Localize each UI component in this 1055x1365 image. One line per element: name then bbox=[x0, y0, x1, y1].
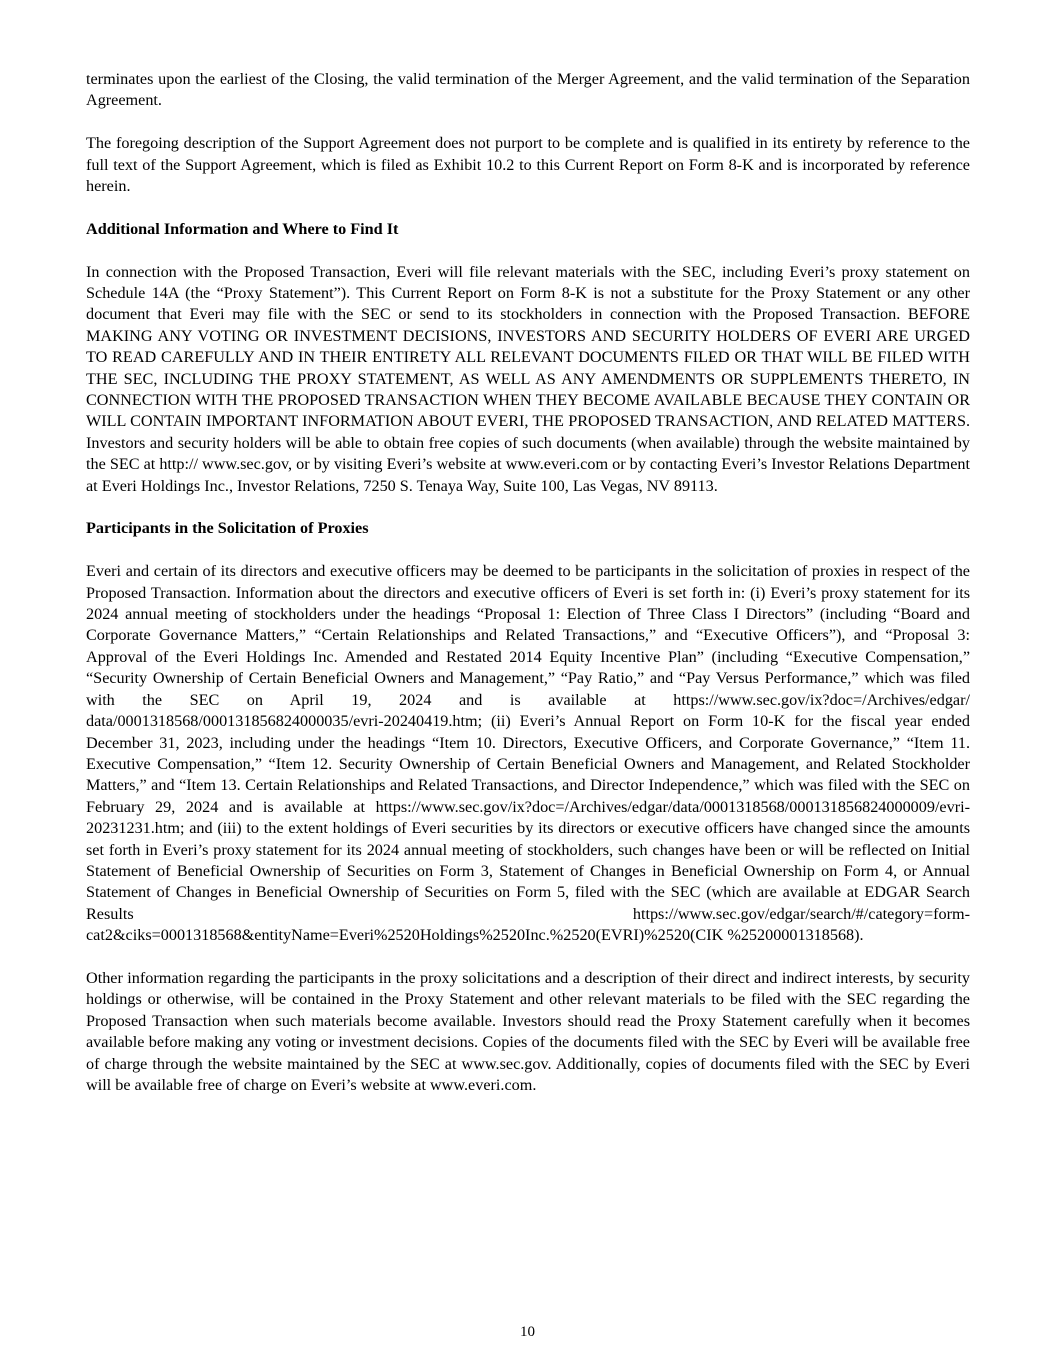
support-agreement-description-paragraph: The foregoing description of the Support Agreement does not purport to be complete and is qualified in its entirety by reference to the full text of the Support Agreement, which is filed as Exhibit 10.2 to this Current Report on Form 8-K and is incorporated by reference herein. bbox=[86, 134, 970, 196]
document-body bbox=[86, 69, 970, 1118]
other-information-paragraph: Other information regarding the participants in the proxy solicitations and a description of their direct and indirect interests, by security holdings or otherwise, will be contained in the Proxy Statement and other relevant materials to be filed with the SEC regarding the Proposed Transaction when such materials become available. Investors should read the Proxy Statement carefully when it becomes available before making any voting or investment decisions. Copies of the documents filed with the SEC by Everi will be available free of charge through the website maintained by the SEC at www.sec.gov. Additionally, copies of documents filed with the SEC by Everi will be available free of charge on Everi’s website at www.everi.com. bbox=[86, 968, 970, 1094]
section-participants bbox=[86, 518, 970, 1096]
participants-paragraph: Everi and certain of its directors and executive officers may be deemed to be participants in the solicitation of proxies in respect of the Proposed Transaction. Information about the directors and executive officers of Everi is set forth in: (i) Everi’s proxy statement for its 2024 annual meeting of stockholders under the headings “Proposal 1: Election of Three Class I Directors” (including “Board and Corporate Governance Matters,” “Certain Relationships and Related Transactions,” and “Executive Officers”), and “Proposal 3: Approval of the Everi Holdings Inc. Amended and Restated 2014 Equity Incentive Plan” (including “Executive Compensation,” “Security Ownership of Certain Beneficial Owners and Management,” “Pay Ratio,” and “Pay Versus Performance,” which was filed with the SEC on April 19, 2024 and is available at https://www.sec.gov/ix?doc=/Archives/edgar/ data/0001318568/000131856824000035/evri-20240419.htm; (ii) Everi’s Annual Report on Form 10-K for the fiscal year ended December 31, 2023, including under the headings “Item 10. Directors, Executive Officers, and Corporate Governance,” “Item 11. Executive Compensation,” “Item 12. Security Ownership of Certain Beneficial Owners and Management, and Related Stockholder Matters,” and “Item 13. Certain Relationships and Related Transactions, and Director Independence,” which was filed with the SEC on February 29, 2024 and is available at https://www.sec.gov/ix?doc=/Archives/edgar/data/0001318568/000131856824000009/evri-20231231.htm; and (iii) to the extent holdings of Everi securities by its directors or executive officers have changed since the amounts set forth in Everi’s proxy statement for its 2024 annual meeting of stockholders, such changes have been or will be reflected on Initial Statement of Beneficial Ownership of Securities on Form 3, Statement of Changes in Beneficial Ownership on Form 4, or Annual Statement of Changes in Beneficial Ownership of Securities on Form 5, filed with the SEC (which are available at EDGAR Search Results https://www.sec.gov/edgar/search/#/category=form-cat2&ciks=0001318568&entityName=Everi%2520Holdings%2520Inc.%2520(EVRI)%2520(CIK %25200001318568). bbox=[86, 562, 970, 945]
page-number: 10 bbox=[520, 1324, 535, 1340]
section-heading-additional-information: Additional Information and Where to Find It bbox=[86, 219, 399, 238]
section-heading-participants: Participants in the Solicitation of Proxies bbox=[86, 519, 369, 538]
additional-information-paragraph: In connection with the Proposed Transaction, Everi will file relevant materials with the SEC, including Everi’s proxy statement on Schedule 14A (the “Proxy Statement”). This Current Report on Form 8-K is not a substitute for the Proxy Statement or any other document that Everi may file with the SEC or send to its stockholders in connection with the Proposed Transaction. BEFORE MAKING ANY VOTING OR INVESTMENT DECISIONS, INVESTORS AND SECURITY HOLDERS OF EVERI ARE URGED TO READ CAREFULLY AND IN THEIR ENTIRETY ALL RELEVANT DOCUMENTS FILED OR THAT WILL BE FILED WITH THE SEC, INCLUDING THE PROXY STATEMENT, AS WELL AS ANY AMENDMENTS OR SUPPLEMENTS THERETO, IN CONNECTION WITH THE PROPOSED TRANSACTION WHEN THEY BECOME AVAILABLE BECAUSE THEY CONTAIN OR WILL CONTAIN IMPORTANT INFORMATION ABOUT EVERI, THE PROPOSED TRANSACTION, AND RELATED MATTERS. Investors and security holders will be able to obtain free copies of such documents (when available) through the website maintained by the SEC at http:// www.sec.gov, or by visiting Everi’s website at www.everi.com or by contacting Everi’s Investor Relations Department at Everi Holdings Inc., Investor Relations, 7250 S. Tenaya Way, Suite 100, Las Vegas, NV 89113. bbox=[86, 262, 970, 495]
support-agreement-termination-paragraph: terminates upon the earliest of the Closing, the valid termination of the Merger Agreement, and the valid termination of the Separation Agreement. bbox=[86, 70, 970, 110]
section-additional-information bbox=[86, 219, 970, 497]
